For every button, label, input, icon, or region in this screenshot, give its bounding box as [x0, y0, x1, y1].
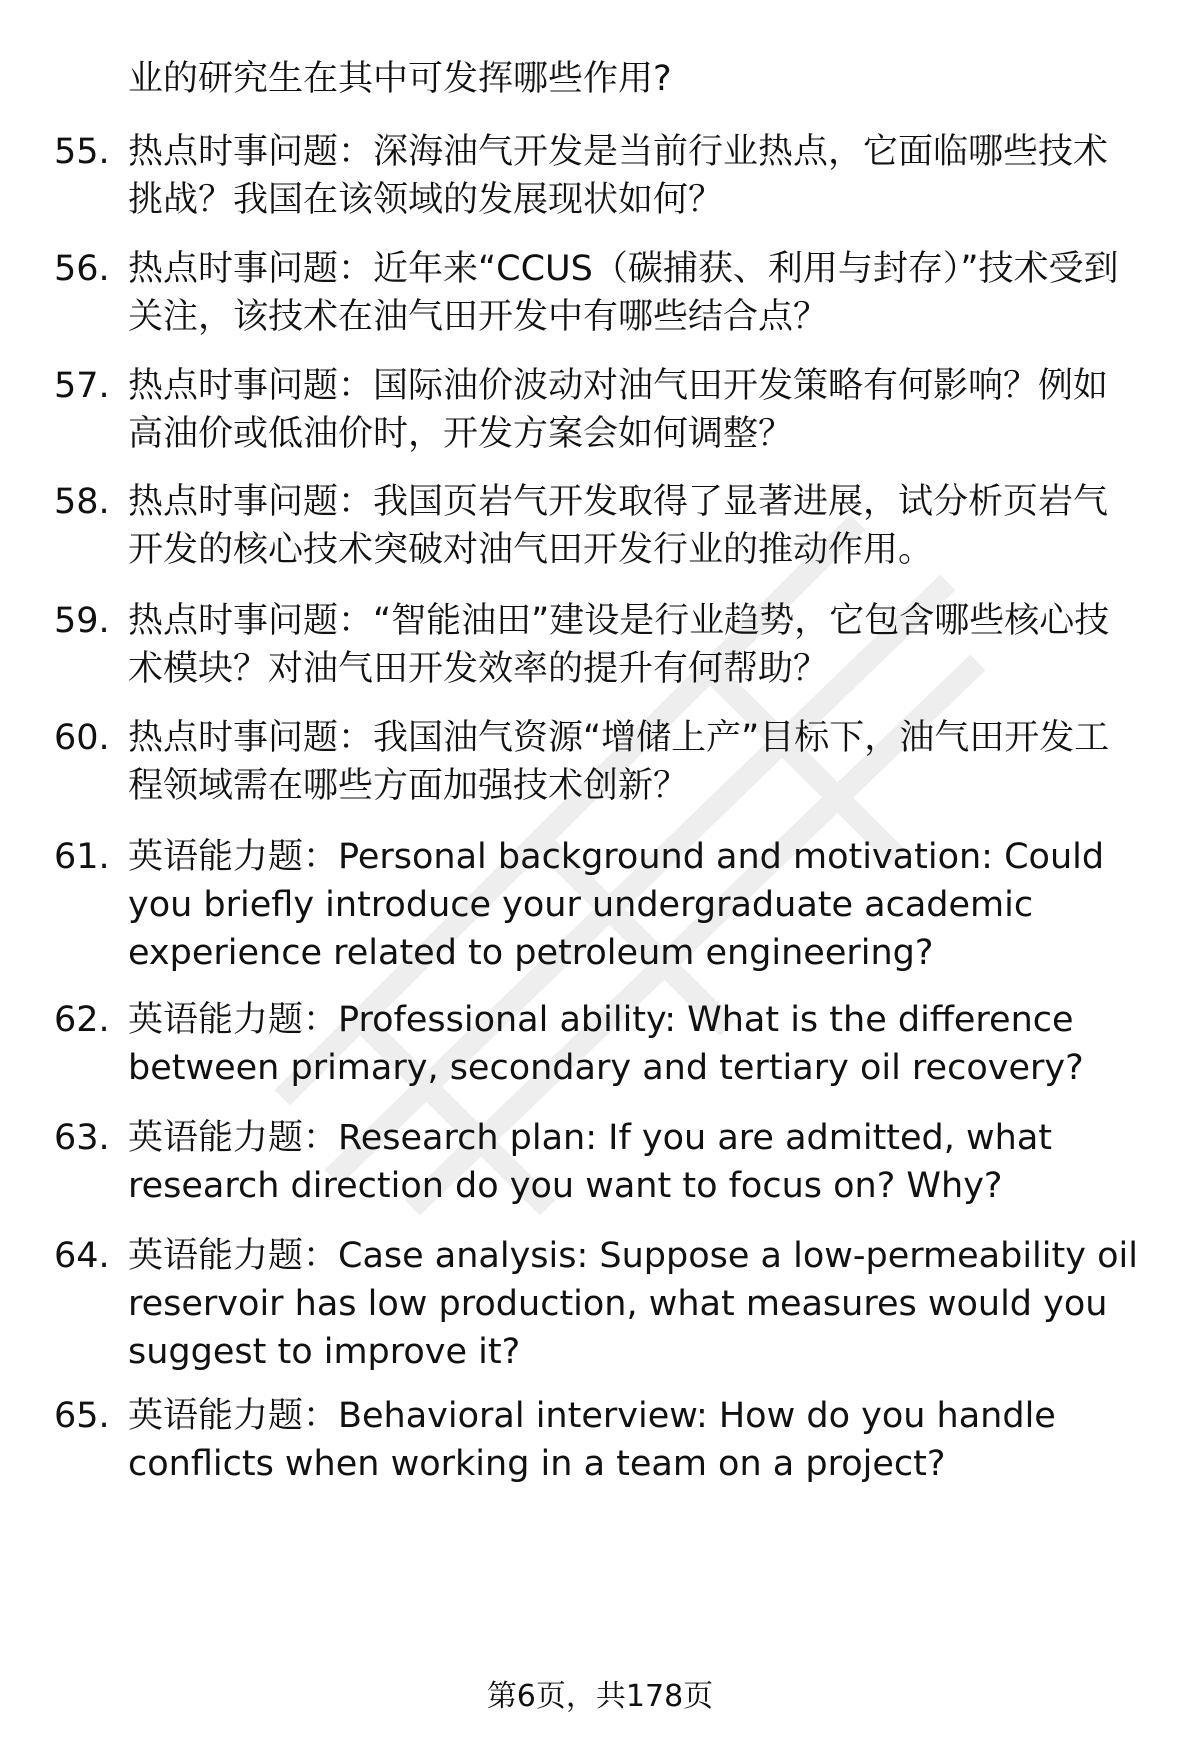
- question-number: 55.: [54, 132, 110, 172]
- question-number: 64.: [54, 1236, 110, 1276]
- question-number: 57.: [54, 366, 110, 406]
- question-number: 63.: [54, 1118, 110, 1158]
- question-text: 英语能力题：Behavioral interview: How do you handle conflicts when working in a team on a project?: [128, 1396, 1056, 1484]
- question-text: 英语能力题：Personal background and motivation: Could you briefly introduce your undergraduate academic experience related to petroleum engineering?: [128, 837, 1105, 973]
- question-number: 62.: [54, 1000, 110, 1040]
- question-text: 英语能力题：Research plan: If you are admitted, what research direction do you want to focus on? Why?: [128, 1118, 1052, 1206]
- question-number: 61.: [54, 837, 110, 877]
- page-footer: [0, 1675, 1200, 1719]
- question-text: 热点时事问题：我国油气资源“增储上产”目标下，油气田开发工程领域需在哪些方面加强技术创新？: [128, 718, 1110, 806]
- question-number: 56.: [54, 249, 110, 289]
- question-number: 58.: [54, 482, 110, 522]
- question-text: 热点时事问题：国际油价波动对油气田开发策略有何影响？例如高油价或低油价时，开发方案会如何调整？: [128, 366, 1109, 454]
- page-number-label: 第6页，共178页: [486, 1679, 714, 1714]
- question-text: 热点时事问题：深海油气开发是当前行业热点，它面临哪些技术挑战？我国在该领域的发展现状如何？: [128, 132, 1109, 220]
- question-text: 热点时事问题：我国页岩气开发取得了显著进展，试分析页岩气开发的核心技术突破对油气田开发行业的推动作用。: [128, 482, 1109, 570]
- question-text: 热点时事问题：“智能油田”建设是行业趋势，它包含哪些核心技术模块？对油气田开发效率的提升有何帮助？: [128, 601, 1110, 689]
- question-text: 英语能力题：Case analysis: Suppose a low-permeability oil reservoir has low production, what measures would you suggest to improve it?: [128, 1236, 1138, 1372]
- continuation-text: 业的研究生在其中可发挥哪些作用?: [128, 59, 672, 99]
- question-text: 英语能力题：Professional ability: What is the difference between primary, secondary and tertiary oil recovery?: [128, 1000, 1084, 1088]
- question-number: 59.: [54, 601, 110, 641]
- question-number: 65.: [54, 1396, 110, 1436]
- question-text: 热点时事问题：近年来“CCUS（碳捕获、利用与封存）”技术受到关注，该技术在油气田开发中有哪些结合点？: [128, 249, 1119, 337]
- question-number: 60.: [54, 718, 110, 758]
